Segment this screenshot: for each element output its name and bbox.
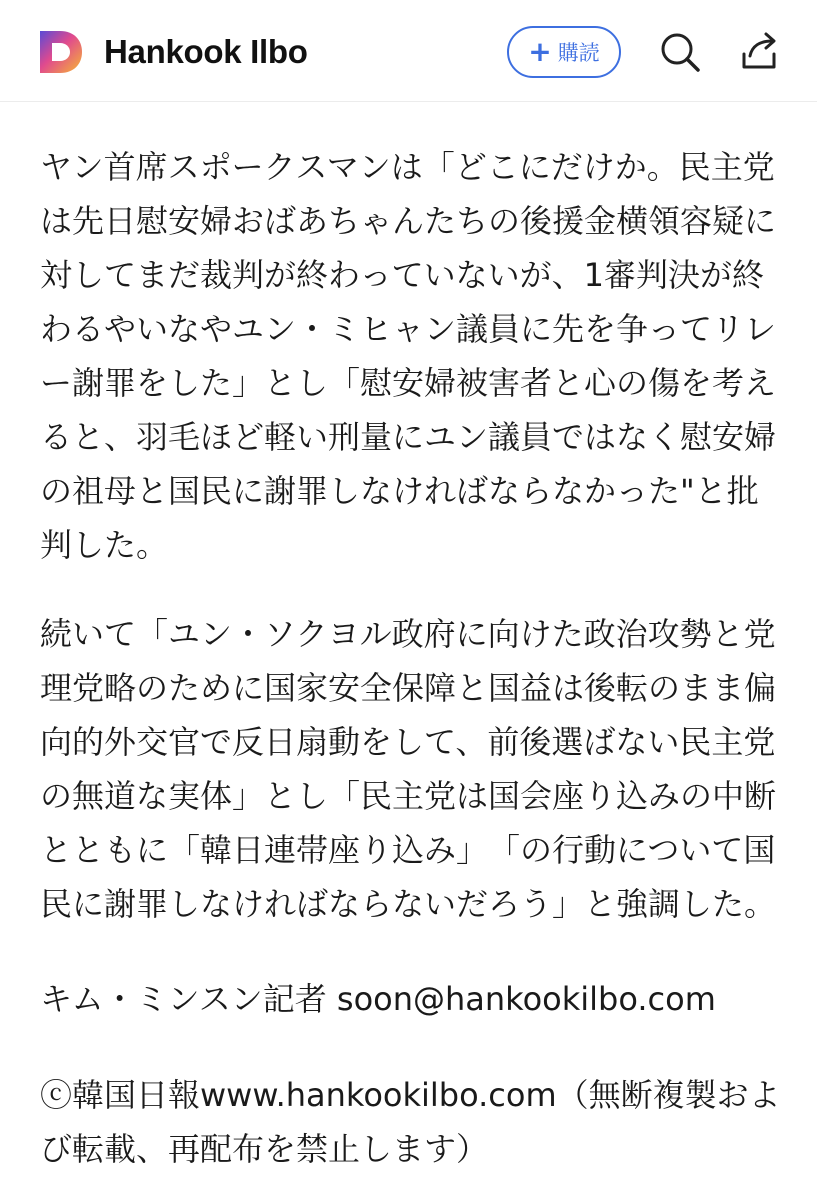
plus-icon: + — [528, 35, 552, 68]
reporter-byline: キム・ミンスン記者 soon@hankookilbo.com — [40, 980, 716, 1018]
article-paragraph: ヤン首席スポークスマンは「どこにだけか。民主党は先日慰安婦おばあちゃんたちの後援金横領容疑に対してまだ裁判が終わっていないが、1審判決が終わるやいなやユン・ミヒャン議員に先を争ってリレー謝罪をした」とし「慰安婦被害者と心の傷を考えると、羽毛ほど軽い刑量にユン議員ではなく慰安婦の祖母と国民に謝罪しなければならなかった"と批判した。 — [40, 148, 777, 564]
subscribe-label: 購読 — [557, 41, 600, 65]
top-bar — [0, 0, 817, 102]
copyright-notice: ⓒ韓国日報www.hankookilbo.com（無断複製および転載、再配布を禁止します） — [40, 1076, 781, 1168]
share-icon[interactable] — [736, 30, 780, 74]
subscribe-button[interactable] — [507, 26, 621, 78]
article-paragraph: 続いて「ユン・ソクヨル政府に向けた政治攻勢と党理党略のために国家安全保障と国益は後転のまま偏向的外交官で反日扇動をして、前後選ばない民主党の無道な実体」とし「民主党は国会座り込みの中断とともに「韓日連帯座り込み」 「の行動について国民に謝罪しなければならないだろう」と強調した。 — [40, 615, 777, 923]
hankook-ilbo-logo-icon[interactable] — [38, 29, 84, 75]
search-icon[interactable] — [658, 30, 702, 74]
brand-name[interactable]: Hankook Ilbo — [104, 33, 308, 70]
